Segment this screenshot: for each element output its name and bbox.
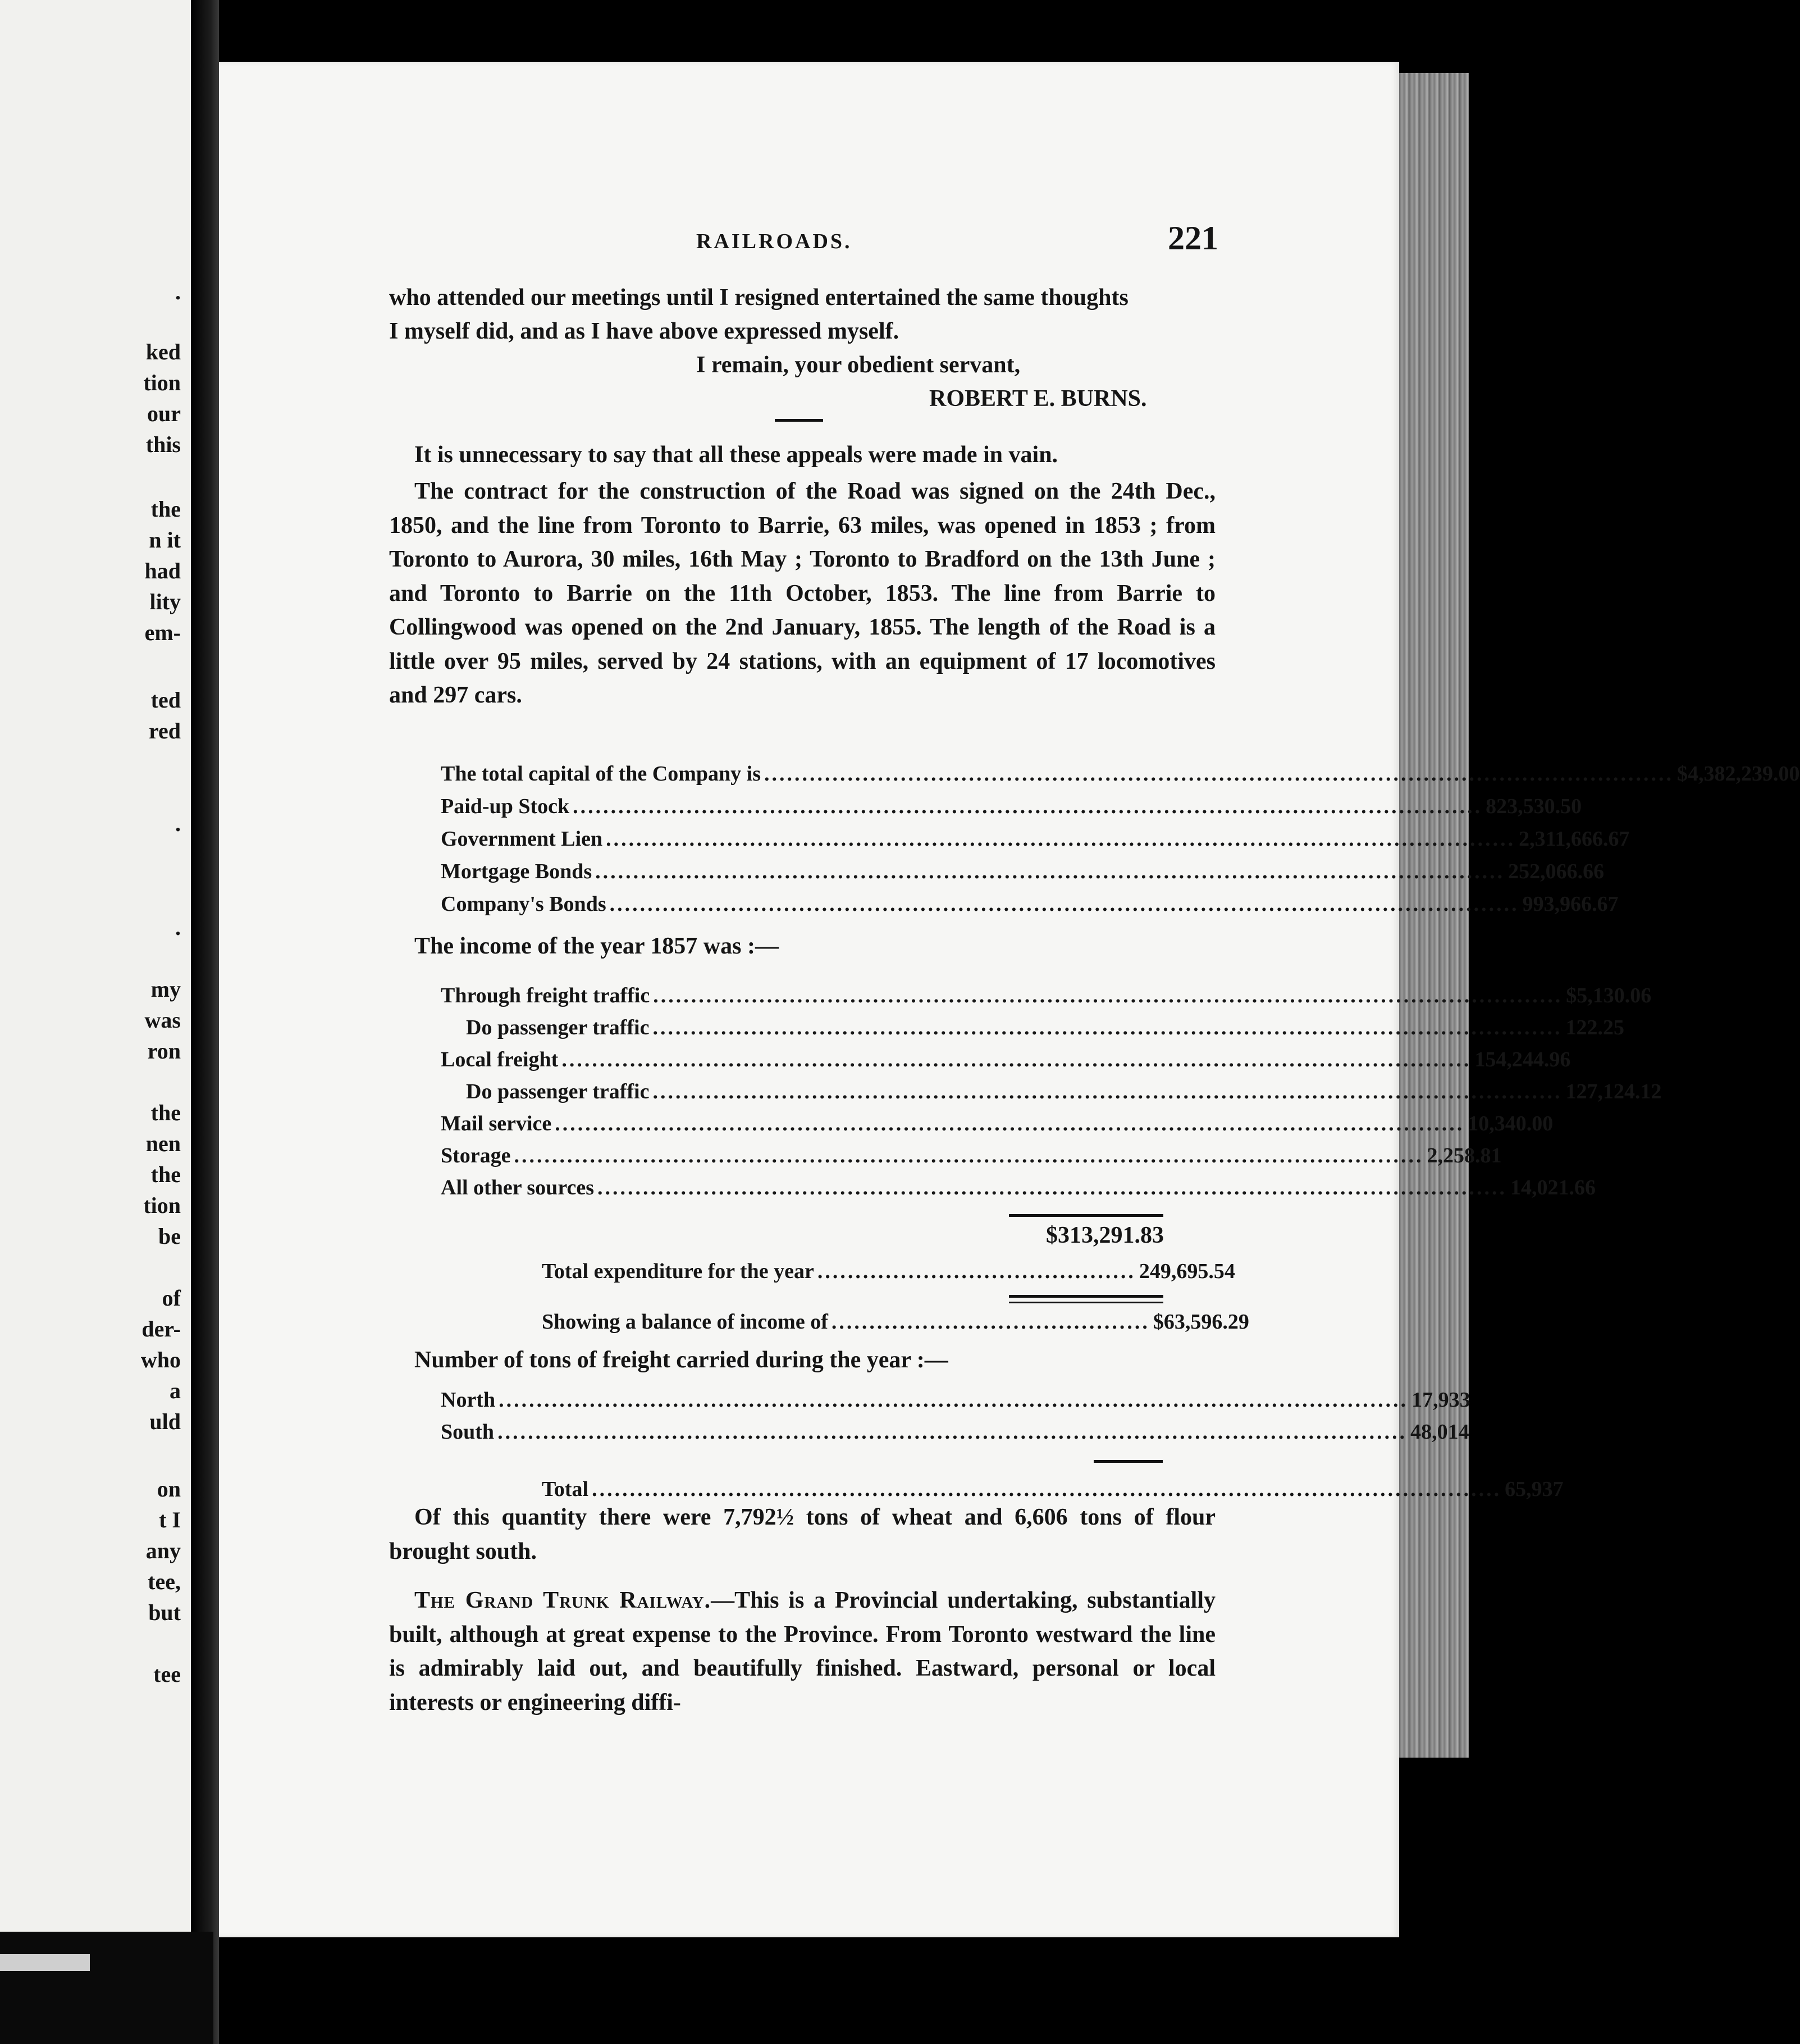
expenditure-label: Total expenditure for the year <box>542 1260 814 1283</box>
table-row <box>441 1384 1470 1416</box>
leader-dots: ........................................................................................................................ <box>764 762 1674 786</box>
table-row <box>441 980 1652 1011</box>
facing-page-fragment <box>0 0 191 1932</box>
facing-page-text: tion <box>143 1193 181 1218</box>
row-amount: 252,066.66 <box>1508 860 1605 883</box>
row-label: All other sources <box>441 1176 595 1199</box>
expenditure-amount: 249,695.54 <box>1139 1260 1235 1283</box>
facing-page-text: on <box>157 1476 181 1502</box>
table-row <box>441 888 1619 920</box>
balance-row <box>542 1306 1249 1338</box>
leader-dots: ........................................................................................................................ <box>497 1420 1408 1444</box>
row-label: Mail service <box>441 1112 552 1135</box>
leader-dots: ........................................................................................................................ <box>597 1176 1507 1199</box>
facing-page-text: der- <box>141 1316 181 1342</box>
facing-page-text: . <box>175 915 181 940</box>
paragraph-wheat: Of this quantity there were 7,792½ tons of wheat and 6,606 tons of flour brought south. <box>389 1504 1216 1564</box>
sum-rule <box>1009 1214 1163 1217</box>
sum-rule <box>1094 1460 1163 1463</box>
facing-page-text: ron <box>147 1038 181 1064</box>
table-row <box>441 1172 1596 1203</box>
row-label: Paid-up Stock <box>441 795 570 818</box>
facing-page-text: tion <box>143 370 181 395</box>
scan-margin-right <box>1399 1758 1469 2044</box>
facing-page-text: who <box>140 1347 181 1372</box>
leader-dots: ........................................................................................................................ <box>555 1112 1465 1135</box>
table-row <box>466 1012 1624 1043</box>
row-amount: 823,530.50 <box>1486 795 1582 818</box>
facing-page-text: lity <box>149 589 181 614</box>
facing-page-text: the <box>150 1100 181 1125</box>
leader-dots: ........................................................................................................................ <box>652 1080 1563 1103</box>
row-amount: $4,382,239.00 <box>1677 762 1800 786</box>
leader-dots: ........................................................................................................................ <box>609 892 1519 916</box>
facing-page-text: uld <box>149 1409 181 1434</box>
paragraph-grand-trunk <box>389 1584 1216 1719</box>
row-amount: 10,340.00 <box>1468 1112 1554 1135</box>
sum-rule <box>1009 1295 1163 1298</box>
leader-dots: .......................................... <box>817 1260 1136 1283</box>
table-row <box>441 758 1800 790</box>
letter-signature: ROBERT E. BURNS. <box>929 386 1147 412</box>
facing-page-text: this <box>145 432 181 457</box>
leader-dots: ........................................................................................................................ <box>514 1144 1424 1167</box>
facing-page-text: tee <box>153 1662 181 1687</box>
leader-dots: .......................................... <box>831 1310 1150 1334</box>
leader-dots: ........................................................................................................................ <box>606 827 1516 851</box>
leader-dots: ........................................................................................................................ <box>652 1016 1563 1039</box>
facing-page-text: the <box>150 1162 181 1187</box>
facing-page-text: em- <box>144 620 181 645</box>
page-number: 221 <box>1168 220 1218 257</box>
row-amount: 2,258.81 <box>1427 1144 1502 1167</box>
table-row <box>441 1044 1571 1075</box>
row-amount: 127,124.12 <box>1565 1080 1662 1103</box>
row-amount: 14,021.66 <box>1510 1176 1596 1199</box>
row-label: Mortgage Bonds <box>441 860 592 883</box>
grand-trunk-body: —This is a Provincial undertaking, substantially built, although at great expense to the Province. From Toronto westward the line is admirably laid out, and beautifully finished. Eastward, personal or local interests or engineering diffi- <box>389 1587 1216 1716</box>
leader-dots: ........................................................................................................................ <box>499 1388 1409 1412</box>
income-subtotal: $313,291.83 <box>1046 1222 1164 1248</box>
facing-page-text: ked <box>145 339 181 364</box>
section-rule <box>775 419 823 422</box>
balance-label: Showing a balance of income of <box>542 1310 828 1334</box>
scan-margin <box>0 1932 213 2044</box>
row-amount: 65,937 <box>1505 1477 1564 1501</box>
facing-page-text: red <box>148 718 181 743</box>
table-row <box>441 856 1605 887</box>
row-amount: 17,933 <box>1411 1388 1470 1412</box>
row-label: Do passenger traffic <box>466 1080 650 1103</box>
row-amount: 2,311,666.67 <box>1519 827 1630 851</box>
row-label: The total capital of the Company is <box>441 762 761 786</box>
table-row <box>466 1076 1662 1107</box>
row-label: Government Lien <box>441 827 603 851</box>
book-gutter <box>191 0 219 2044</box>
leader-dots: ........................................................................................................................ <box>561 1048 1472 1071</box>
grand-trunk-heading: The Grand Trunk Railway. <box>414 1587 711 1613</box>
facing-page-text: nen <box>145 1131 181 1156</box>
letter-line: I myself did, and as I have above expressed myself. <box>389 318 899 344</box>
letter-line: who attended our meetings until I resigned entertained the same thoughts <box>389 285 1129 311</box>
balance-amount: $63,596.29 <box>1153 1310 1249 1334</box>
facing-page-text: a <box>170 1378 181 1403</box>
leader-dots: ........................................................................................................................ <box>653 984 1563 1007</box>
income-intro: The income of the year 1857 was :— <box>414 933 779 959</box>
running-head: RAILROADS. <box>696 230 852 253</box>
facing-page-text: my <box>150 977 181 1002</box>
facing-page-text: of <box>162 1285 181 1311</box>
row-label: North <box>441 1388 496 1412</box>
scan-mark <box>0 1954 90 1971</box>
row-label: Company's Bonds <box>441 892 606 916</box>
leader-dots: ........................................................................................................................ <box>592 1477 1502 1501</box>
paragraph-appeals: It is unnecessary to say that all these appeals were made in vain. <box>414 442 1058 468</box>
facing-page-text: was <box>144 1007 181 1033</box>
facing-page-text: had <box>144 558 181 583</box>
sum-rule <box>1009 1302 1163 1303</box>
facing-page-text: the <box>150 496 181 522</box>
row-label: Local freight <box>441 1048 559 1071</box>
facing-page-text: but <box>148 1600 181 1625</box>
facing-page-text: be <box>158 1224 181 1249</box>
row-amount: $5,130.06 <box>1566 984 1652 1007</box>
leader-dots: ........................................................................................................................ <box>595 860 1505 883</box>
leader-dots: ........................................................................................................................ <box>573 795 1483 818</box>
table-row <box>441 823 1630 855</box>
table-row <box>441 1140 1502 1171</box>
row-label: Through freight traffic <box>441 984 650 1007</box>
table-row <box>441 1108 1554 1139</box>
paragraph-contract: The contract for the construction of the Road was signed on the 24th Dec., 1850, and the line from Toronto to Barrie, 63 miles, was opened in 1853 ; from Toronto to Aurora, 30 miles, 16th May ; Toronto to Bradford on the 13th June ; and Toronto to Barrie on the 11th October, 1853. The line from Barrie to Collingwood was opened on the 2nd January, 1855. The length of the Road is a little over 95 miles, served by 24 stations, with an equipment of 17 locomotives and 297 cars. <box>389 478 1216 708</box>
letter-closing: I remain, your obedient servant, <box>696 352 1021 378</box>
row-label: South <box>441 1420 495 1444</box>
row-amount: 154,244.96 <box>1474 1048 1571 1071</box>
facing-page-text: ted <box>150 687 181 713</box>
row-amount: 993,966.67 <box>1522 892 1619 916</box>
facing-page-text: any <box>145 1538 181 1563</box>
expenditure-row <box>542 1256 1235 1287</box>
facing-page-text: . <box>175 279 181 304</box>
table-row <box>441 791 1582 822</box>
table-row <box>441 1416 1469 1448</box>
facing-page-text: n it <box>149 527 181 553</box>
row-label: Total <box>542 1477 589 1501</box>
row-amount: 122.25 <box>1565 1016 1624 1039</box>
facing-page-text: t I <box>159 1507 181 1532</box>
tons-intro: Number of tons of freight carried during the year :— <box>414 1347 948 1373</box>
facing-page-text: . <box>175 811 181 836</box>
facing-page-text: tee, <box>148 1569 181 1594</box>
row-label: Do passenger traffic <box>466 1016 650 1039</box>
row-label: Storage <box>441 1144 511 1167</box>
facing-page-text: our <box>147 401 181 426</box>
row-amount: 48,014 <box>1410 1420 1469 1444</box>
